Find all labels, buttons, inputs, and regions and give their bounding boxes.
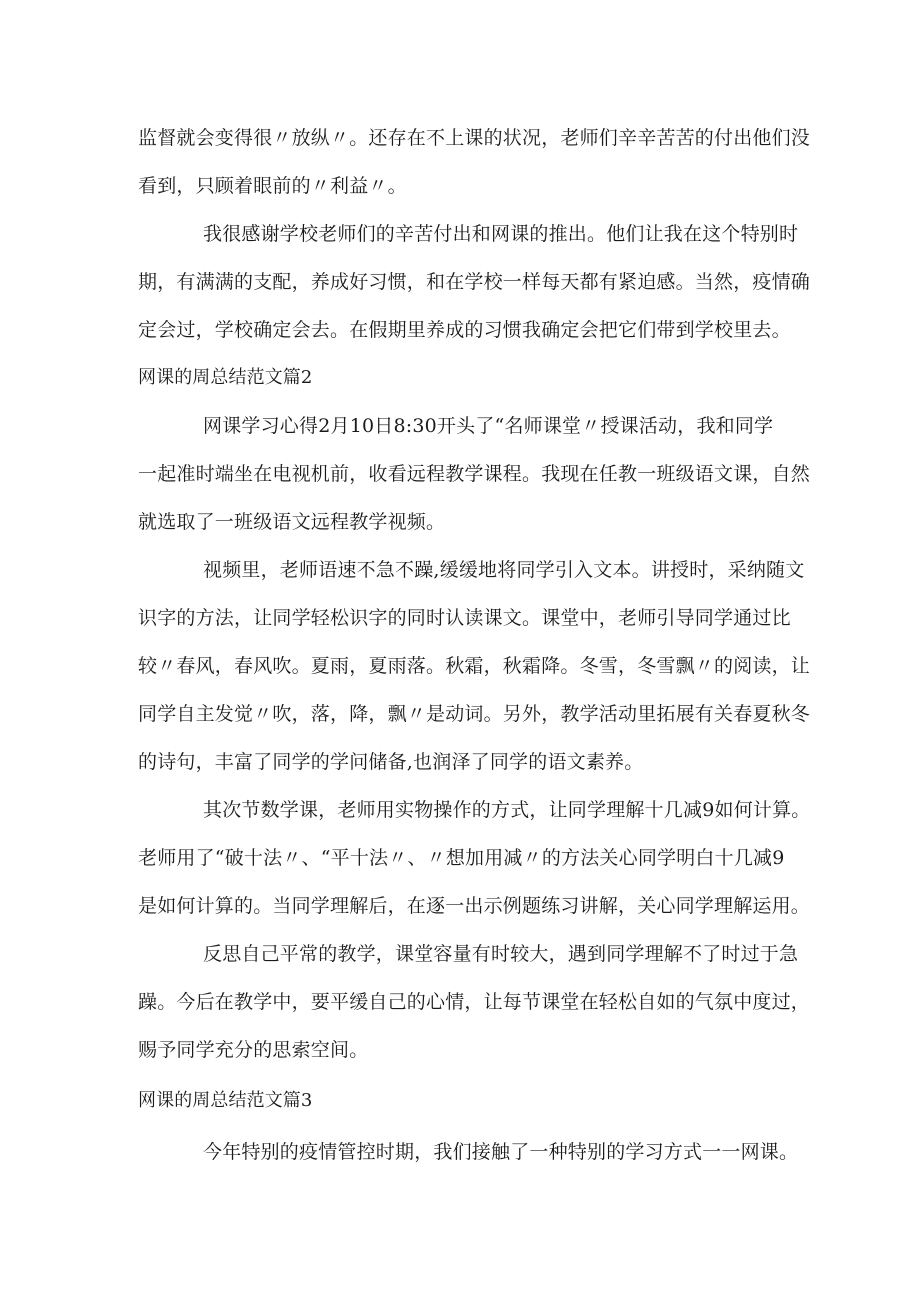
paragraph-line: 网课学习心得2月10日8:30开头了“名师课堂〃授课活动，我和同学 [203,415,774,437]
paragraph-line: 一起准时端坐在电视机前，收看远程教学课程。我现在任教一班级语文课，自然 [138,463,811,485]
paragraph-line: 老师用了“破十法〃、“平十法〃、〃想加用减〃的方法关心同学明白十几减9 [138,847,785,869]
paragraph-line: 我很感谢学校老师们的辛苦付出和网课的推出。他们让我在这个特别时 [203,223,799,245]
paragraph-line: 是如何计算的。当同学理解后，在逐一出示例题练习讲解，关心同学理解运用。 [138,895,811,917]
paragraph-line: 的诗句，丰富了同学的学问储备,也润泽了同学的语文素养。 [138,751,644,773]
paragraph-line: 期，有满满的支配，养成好习惯，和在学校一样每天都有紧迫感。当然，疫情确 [138,271,811,293]
paragraph-line: 识字的方法，让同学轻松识字的同时认读课文。课堂中，老师引导同学通过比 [138,607,791,629]
paragraph-line: 赐予同学充分的思索空间。 [138,1039,369,1061]
paragraph-line: 看到，只顾着眼前的〃利益〃。 [138,175,407,197]
section-heading: 网课的周总结范文篇2 [138,367,313,388]
paragraph-line: 视频里，老师语速不急不躁,缓缓地将同学引入文本。讲授时，采纳随文 [203,559,805,581]
paragraph-line: 较〃春风，春风吹。夏雨，夏雨落。秋霜，秋霜降。冬雪，冬雪飘〃的阅读，让 [138,655,811,677]
paragraph-line: 今年特别的疫情管控时期，我们接触了一种特别的学习方式一一网课。 [203,1141,799,1163]
paragraph-line: 定会过，学校确定会去。在假期里养成的习惯我确定会把它们带到学校里去。 [138,319,791,341]
section-heading: 网课的周总结范文篇3 [138,1090,313,1111]
paragraph-line: 同学自主发觉〃吹，落，降，飘〃是动词。另外，教学活动里拓展有关春夏秋冬 [138,703,811,725]
paragraph-line: 躁。今后在教学中，要平缓自己的心情，让每节课堂在轻松自如的气氛中度过， [138,991,811,1013]
paragraph-line: 就选取了一班级语文远程教学视频。 [138,511,446,533]
paragraph-line: 其次节数学课，老师用实物操作的方式，让同学理解十几减9如何计算。 [203,799,811,821]
paragraph-line: 反思自己平常的教学，课堂容量有时较大，遇到同学理解不了时过于急 [203,943,799,965]
paragraph-line: 监督就会变得很〃放纵〃。还存在不上课的状况，老师们辛辛苦苦的付出他们没 [138,127,811,149]
